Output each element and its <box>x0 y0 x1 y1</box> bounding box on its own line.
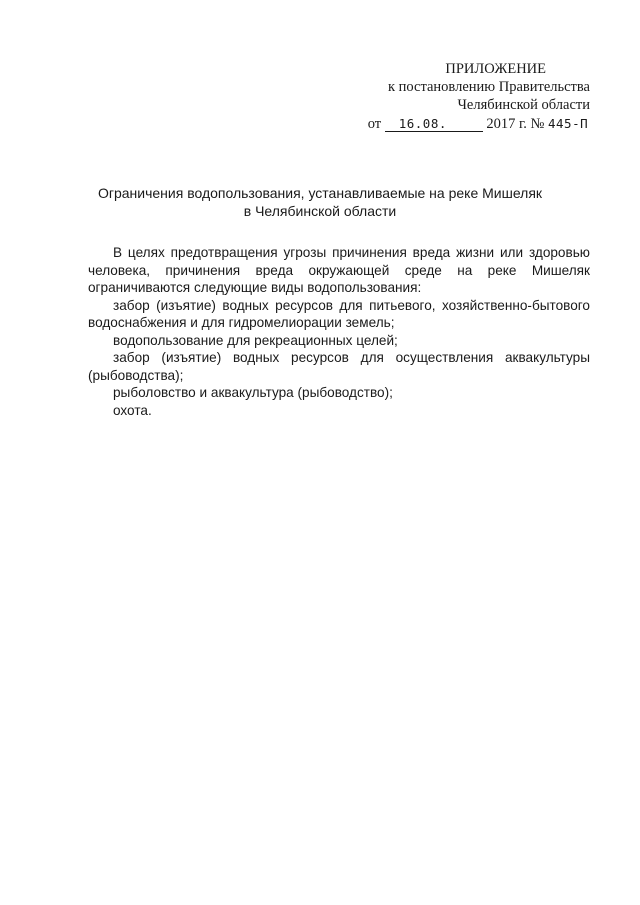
date-prefix: от <box>367 116 382 132</box>
restriction-item-4: рыболовство и аквакультура (рыбоводство); <box>113 385 393 400</box>
appendix-region-line: Челябинской области <box>457 97 590 113</box>
document-title-line-2: в Челябинской области <box>243 203 397 219</box>
restriction-item-2: водопользование для рекреационных целей; <box>113 332 398 348</box>
document-body <box>88 244 590 419</box>
decree-year-text: 2017 г. № <box>486 116 545 132</box>
restriction-item-5: охота. <box>113 402 152 418</box>
document-title <box>80 184 560 220</box>
document-title-line-1: Ограничения водопользования, устанавливаемые на реке Мишеляк <box>97 185 543 201</box>
restriction-item-3: забор (изъятие) водных ресурсов для осуществления аквакультуры (рыбоводства); <box>88 350 590 383</box>
decree-date-value: 16.08. <box>385 116 483 132</box>
intro-paragraph: В целях предотвращения угрозы причинения вреда жизни или здоровью человека, причинения вреда окружающей среде на реке Мишеляк ограничиваются следующие виды водопользования: <box>88 245 590 295</box>
restriction-item-1: забор (изъятие) водных ресурсов для питьевого, хозяйственно-бытового водоснабжения и для гидромелиорации земель; <box>88 297 590 330</box>
appendix-decree-line: к постановлению Правительства <box>388 79 590 95</box>
decree-number-value: 445-П <box>548 116 589 131</box>
appendix-heading: ПРИЛОЖЕНИЕ <box>445 61 546 77</box>
appendix-date-line <box>360 115 590 133</box>
appendix-block <box>360 60 590 133</box>
